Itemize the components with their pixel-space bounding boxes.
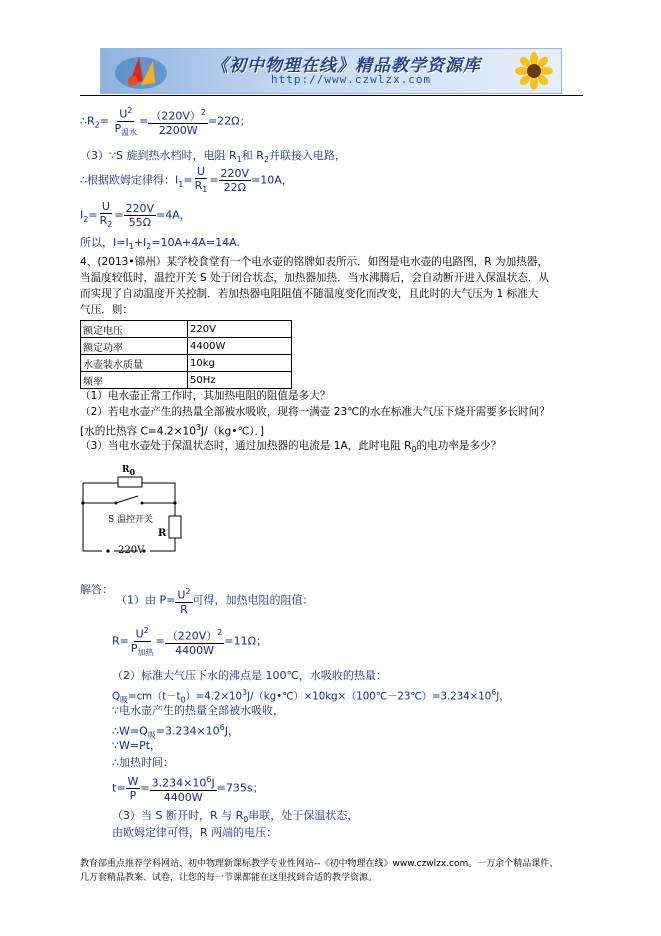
problem-line-2: 当温度较低时，温控开关 S 处于闭合状态，加热器加热．当水沸腾后，会自动断开进入保温状态．从	[80, 272, 549, 284]
i1-formula: ∴根据欧姆定律得：$I_1=$ $\frac{U}{R_1}$ = $\frac{220V}{22\Omega}$ =10A，	[80, 165, 293, 195]
current-sum: 所以，$I=I_1+I_2=10A+4A=14A$.	[80, 236, 240, 252]
logo-icon	[111, 51, 171, 91]
table-cell-value: 220V	[188, 321, 292, 338]
table-cell-label: 频率	[81, 372, 188, 389]
w-formula: $\therefore W=Q_吸=3.234\times 10^6J$，	[112, 723, 240, 740]
banner-url: http://www.czwlzx.com	[271, 73, 432, 86]
t-formula: t= $\frac{W}{P}$ = $\frac{3.234\times 10^6J}{4400W}$ =735s；	[112, 774, 264, 804]
sunflower-icon	[509, 51, 559, 91]
table-cell-value: 50Hz	[188, 372, 292, 389]
banner-title: 《初中物理在线》精品教学资源库	[211, 56, 481, 76]
table-cell-value: 4400W	[188, 338, 292, 355]
voltage-label: 220V	[118, 545, 145, 556]
answer-label: 解答：	[80, 583, 113, 596]
time-label: ∴加热时间：	[112, 756, 174, 769]
header-divider	[80, 95, 583, 96]
footer-line-2: 几万套精品教案、试卷，让您的每一节课都能在这里找到合适的教学资源。	[80, 873, 378, 883]
problem-line-1: 4、(2013•锦州）某学校食堂有一个电水壶的铭牌如表所示．如图是电水壶的电路图，R 为加热器，	[80, 256, 548, 268]
since-text: ∵电水壶产生的热量全部被水吸收，	[112, 704, 284, 717]
answer-3: （3）当 S 断开时，R 与 $R_0$串联，处于保温状态，	[112, 809, 359, 825]
r2-formula: $\therefore R_2=$ $\frac{U^2}{P_{温水}}$ = $\frac{(220V)^2}{2200W}$ =22Ω；	[80, 106, 251, 137]
problem-line-4: 气压．则：	[80, 304, 133, 316]
question-1: （1）电水壶正常工作时，其加热电阻的阻值是多大？	[80, 390, 331, 402]
answer-2: （2）标准大气压下水的沸点是 100℃，水吸收的热量：	[112, 669, 387, 682]
question-2: （2）若电水壶产生的热量全部被水吸收，现将一满壶 23℃的水在标准大气压下烧开需要多长时间？	[80, 406, 550, 418]
table-cell-value: 10kg	[188, 355, 292, 372]
header-banner	[100, 48, 562, 94]
table-row	[81, 338, 292, 355]
heat-formula: $Q_吸=cm(t-t_0)=4.2\times 10^3J/(kg•℃)\times 10kg\times(100℃-23℃)=3.234\times 10^6J$，	[112, 688, 510, 705]
r-formula: R= $\frac{U^2}{P_{加热}}$ = $\frac{(220V)^2}{4400W}$ =11Ω；	[112, 626, 267, 657]
w-pt: ∵W=Pt，	[112, 739, 162, 752]
answer-1: （1）由 P= $\frac{U^2}{R}$ 可得，加热电阻的阻值：	[116, 587, 314, 616]
answer-3b: 由欧姆定律可得，R 两端的电压：	[112, 826, 278, 839]
table-row	[81, 372, 292, 389]
footer-line-1: 教育部重点推荐学科网站、初中物理新课标教学专业性网站--《初中物理在线》www.czwlzx.com。一万余个精品课件、	[80, 859, 559, 869]
problem-line-3: 而实现了自动温度开关控制．若加热器电阻阻值不随温度变化而改变，且此时的大气压为 1 标准大	[80, 288, 539, 300]
table-cell-label: 额定功率	[81, 338, 188, 355]
spec-table	[80, 320, 292, 389]
table-row	[81, 321, 292, 338]
table-cell-label: 水壶装水质量	[81, 355, 188, 372]
table-row	[81, 355, 292, 372]
question-2-heat-capacity: [水的比热容 $C=4.2\times 10^3J/(kg•℃)$．]	[80, 423, 265, 438]
r0-label: $R_0$	[122, 465, 136, 477]
step3-text: （3）∵S 旋到热水档时，电阻 $R_1$和 $R_2$并联接入电路，	[80, 149, 346, 165]
table-cell-label: 额定电压	[81, 321, 188, 338]
r-label: R	[158, 528, 167, 539]
question-3: （3）当电水壶处于保温状态时，通过加热器的电流是 1A，此时电阻 $R_0$的电功率是多少？	[80, 440, 502, 455]
i2-formula: $I_2=$ $\frac{U}{R_2}$ = $\frac{220V}{55\Omega}$ =4A，	[80, 200, 191, 230]
switch-label: S 温控开关	[108, 515, 154, 525]
